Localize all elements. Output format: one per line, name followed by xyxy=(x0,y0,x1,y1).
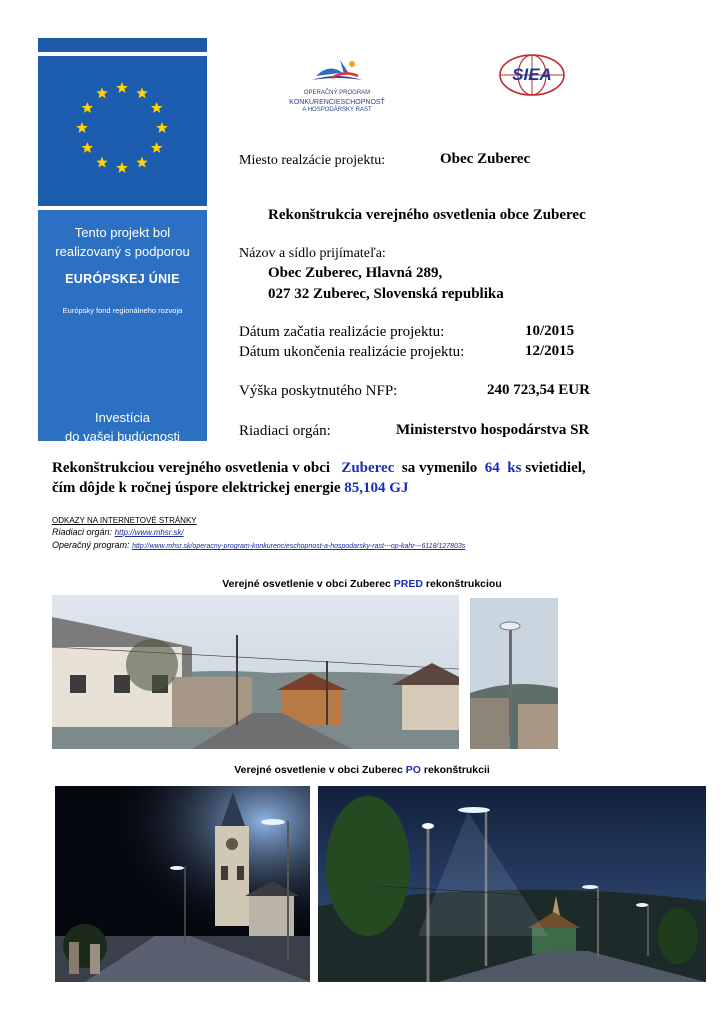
caption-after-suffix: rekonštrukcii xyxy=(423,764,490,776)
summary-energy: 85,104 GJ xyxy=(344,480,409,496)
eu-top-stripe xyxy=(38,38,207,52)
caption-after-word: PO xyxy=(405,764,421,776)
summary-text-4: čím dôjde k ročnej úspore elektrickej energie xyxy=(52,480,341,496)
caption-after-prefix: Verejné osvetlenie v obci Zuberec xyxy=(234,764,403,776)
eu-line-1: Tento projekt bol xyxy=(74,225,171,240)
link-authority-url[interactable]: http://www.mhsr.sk/ xyxy=(114,528,184,537)
links-heading: ODKAZY NA INTERNETOVÉ STRÁNKY xyxy=(52,516,197,525)
op-swoosh-icon xyxy=(282,52,392,86)
eu-line-4: Európsky fond regionálneho rozvoja xyxy=(62,306,183,315)
eu-star-icon xyxy=(96,87,107,98)
link-program-url[interactable]: http://www.mhsr.sk/operacny-program-konkurencieschopnost-a-hospodarsky-rast---op-kahr---6118/127803s xyxy=(132,543,466,550)
start-label: Dátum začatia realizácie projektu: xyxy=(239,324,445,340)
caption-after xyxy=(0,764,724,776)
op-logo-line-3: A HOSPODÁRSKY RAST xyxy=(302,107,372,113)
recipient-label: Názov a sídlo prijímateľa: xyxy=(239,246,386,261)
photo-before-street xyxy=(52,595,459,749)
project-title: Rekonštrukcia verejného osvetlenia obce Zuberec xyxy=(268,207,586,223)
siea-logo xyxy=(496,52,568,98)
summary-village: Zuberec xyxy=(341,460,395,476)
eu-line-3: EURÓPSKEJ ÚNIE xyxy=(65,272,180,286)
link-authority-label: Riadiaci orgán: xyxy=(52,527,113,537)
location-label: Miesto realzácie projektu: xyxy=(239,153,386,168)
summary-text-3: svietidiel, xyxy=(525,460,586,476)
photo-after-street-image xyxy=(318,786,706,982)
photo-after-church-image xyxy=(55,786,310,982)
end-label: Dátum ukončenia realizácie projektu: xyxy=(239,344,465,360)
photo-before-lamp-image xyxy=(470,598,558,749)
photo-after-church xyxy=(55,786,310,982)
eu-flag xyxy=(38,56,207,206)
eu-star-icon xyxy=(116,82,127,93)
eu-star-icon xyxy=(136,157,147,168)
authority-value: Ministerstvo hospodárstva SR xyxy=(396,422,590,438)
summary-unit: ks xyxy=(507,460,522,476)
eu-line-2: realizovaný s podporou xyxy=(55,244,190,259)
op-logo-line-2: KONKURENCIESCHOPNOSŤ xyxy=(289,99,385,106)
end-value: 12/2015 xyxy=(525,343,575,359)
op-kahr-logo xyxy=(282,52,392,120)
eu-star-icon xyxy=(156,122,167,133)
link-row-program xyxy=(52,540,465,550)
photo-before-lamp xyxy=(470,598,558,749)
photo-before-street-image xyxy=(52,595,459,749)
eu-line-5: Investícia xyxy=(95,410,150,425)
eu-star-icon xyxy=(151,142,162,153)
caption-before xyxy=(0,578,724,590)
eu-info-panel xyxy=(38,210,207,444)
eu-star-icon xyxy=(76,122,87,133)
recipient-line-2: 027 32 Zuberec, Slovenská republika xyxy=(268,286,504,302)
link-row-authority xyxy=(52,527,184,537)
eu-star-icon xyxy=(82,142,93,153)
summary-line-2 xyxy=(52,480,408,497)
caption-before-suffix: rekonštrukciou xyxy=(425,578,502,590)
summary-text-2: sa vymenilo xyxy=(401,460,478,476)
caption-before-word: PRED xyxy=(393,578,423,590)
start-value: 10/2015 xyxy=(525,323,575,339)
eu-banner xyxy=(38,38,207,444)
summary-line-1 xyxy=(52,460,692,477)
recipient-line-1: Obec Zuberec, Hlavná 289, xyxy=(268,265,443,281)
nfp-label: Výška poskytnutého NFP: xyxy=(239,383,398,399)
link-program-label: Operačný program: xyxy=(52,540,130,550)
siea-logo-text: SIEA xyxy=(512,65,552,84)
eu-star-icon xyxy=(151,102,162,113)
eu-star-icon xyxy=(82,102,93,113)
op-logo-line-1: OPERAČNÝ PROGRAM xyxy=(303,90,371,96)
eu-star-icon xyxy=(96,157,107,168)
summary-count: 64 xyxy=(484,460,500,476)
eu-star-icon xyxy=(136,87,147,98)
nfp-value: 240 723,54 EUR xyxy=(487,382,590,398)
eu-line-6: do vašej budúcnosti xyxy=(65,429,180,444)
caption-before-prefix: Verejné osvetlenie v obci Zuberec xyxy=(222,578,391,590)
summary-text-1: Rekonštrukciou verejného osvetlenia v obci xyxy=(52,460,331,476)
eu-stars-icon xyxy=(38,56,207,206)
photo-after-street xyxy=(318,786,706,982)
eu-star-icon xyxy=(116,162,127,173)
location-value: Obec Zuberec xyxy=(440,151,531,167)
authority-label: Riadiaci orgán: xyxy=(239,423,331,439)
